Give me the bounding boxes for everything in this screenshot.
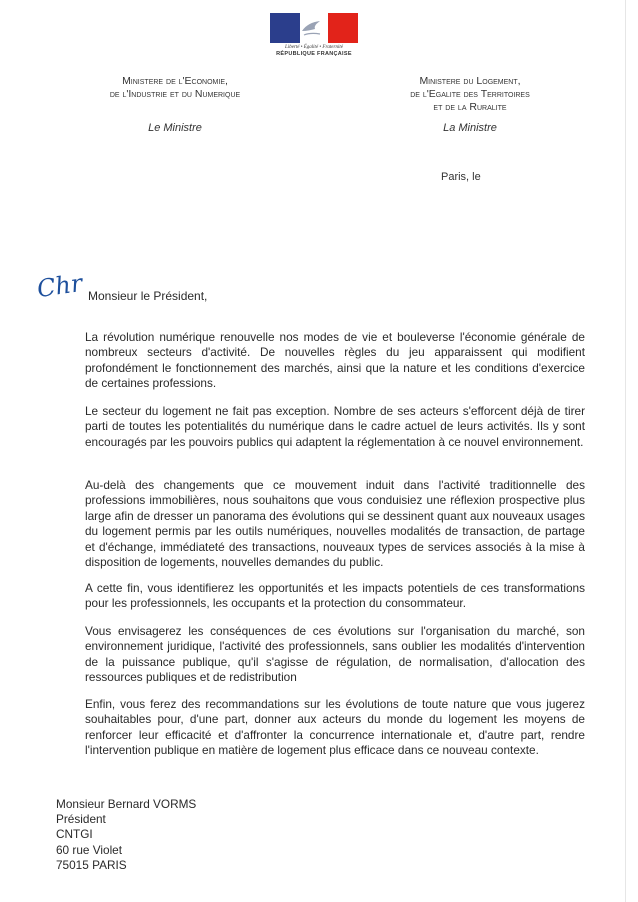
left-minister-role: Le Ministre [148, 122, 202, 134]
recipient-city: 75015 PARIS [56, 857, 127, 872]
right-ministry-line2: de l'Egalite des Territoires [410, 88, 530, 100]
republic-name: RÉPUBLIQUE FRANÇAISE [276, 51, 352, 57]
recipient-name: Monsieur Bernard VORMS [56, 797, 197, 811]
paragraph-2: Le secteur du logement ne fait pas exception. Nombre de ses acteurs s'efforcent déjà de tirer parti de toutes les potentialités du numérique dans le cadre actuel de leurs activités. Ils y sont encouragés par les pouvoirs publics qui adaptent la réglementation à ce nouvel environnement. [85, 404, 585, 449]
left-ministry-line2: de l'Industrie et du Numerique [109, 88, 241, 100]
right-ministry-line3: et de la Ruralite [433, 101, 507, 113]
paragraph-5: Vous envisagerez les conséquences de ces évolutions sur l'organisation du marché, son environnement juridique, l'activité des professionnels, sans oublier les modalités d'intervention de la puissance publique, qu'il s'agisse de régulation, de normalisation, d'allocation des ressources publiques et de redistribution [85, 624, 585, 685]
handwritten-initials: Chr [35, 268, 85, 304]
paragraph-6: Enfin, vous ferez des recommandations sur les évolutions de toute nature que vous jugerez souhaitables pour, d'une part, donner aux acteurs du monde du logement les moyens de renforcer leur efficacité et d'affronter la concurrence internationale et, d'autre part, rendre l'intervention publique en matière de logement plus efficace dans ce nouveau contexte. [85, 697, 585, 758]
paragraph-3: Au-delà des changements que ce mouvement induit dans l'activité traditionnelle des professions immobilières, nous souhaitons que vous conduisiez une réflexion prospective plus large afin de dresser un panorama des évolutions qui se dessinent quant aux nouveaux usages du logement permis par les outils numériques, nouvelles modalités de transaction, de partage et d'échange, immédiateté des transactions, nouveaux types de services associés à la mise à disposition de logements, nouvelles demandes du public. [85, 478, 585, 570]
paragraph-4: A cette fin, vous identifierez les opportunités et les impacts potentiels de ces transformations pour les professionnels, les occupants et la protection du consommateur. [85, 581, 585, 611]
recipient-street: 60 rue Violet [56, 842, 123, 857]
recipient-title: Président [56, 812, 106, 827]
left-ministry-line1: Ministere de l'Economie, [122, 75, 228, 87]
recipient-org: CNTGI [56, 827, 93, 842]
left-ministry [60, 75, 290, 101]
paragraph-1: La révolution numérique renouvelle nos modes de vie et bouleverse l'économie générale de nombreux secteurs d'activité. De nouvelles règles du jeu apparaissent qui modifient profondément le fonctionnement des marchés, ainsi que la nature et les conditions d'exercice de certaines professions. [85, 330, 585, 391]
right-ministry-line1: Ministere du Logement, [419, 75, 521, 87]
place-date: Paris, le [441, 171, 481, 183]
recipient-address [56, 797, 196, 873]
right-minister-role: La Ministre [443, 122, 497, 134]
right-ministry [350, 75, 590, 114]
salutation: Monsieur le Président, [88, 289, 208, 303]
marianne-flag-icon [270, 13, 358, 43]
republique-francaise-logo [270, 13, 358, 57]
motto: Liberté • Égalité • Fraternité [285, 45, 343, 50]
page-edge-divider [625, 0, 626, 902]
